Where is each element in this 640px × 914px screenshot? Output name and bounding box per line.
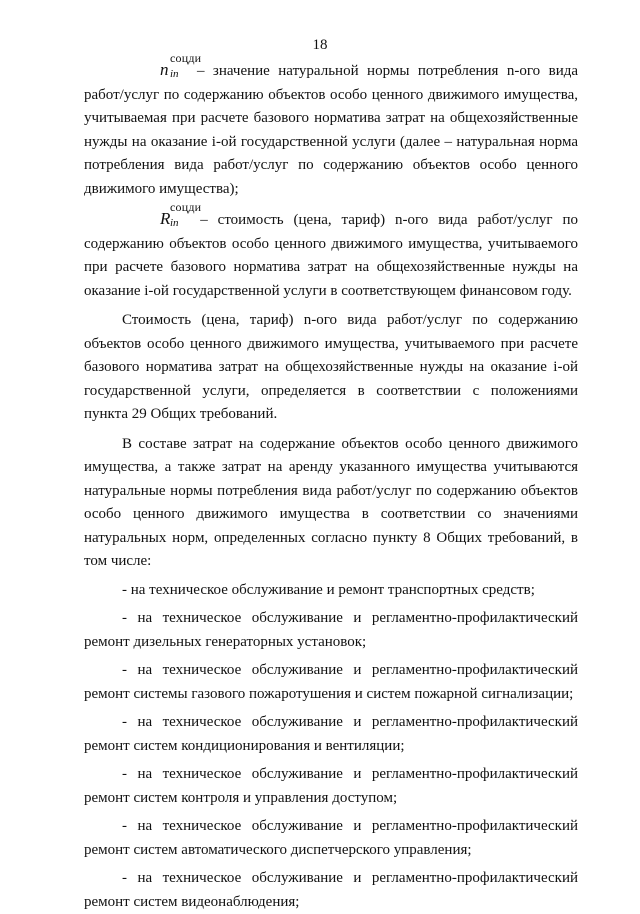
definition-paragraph bbox=[84, 51, 579, 201]
formula-symbol-r bbox=[122, 200, 202, 229]
symbol-subscript: in bbox=[170, 68, 179, 80]
definition-text: – значение натуральной нормы потребления n-ого вида работ/услуг по содержанию объектов особо ценного движимого имущества, учитываемая при расчете базового норматива затрат на общехозяйственные нужды на оказание i-ой государственной услуги (далее – натуральная норма потребления вида работ/услуг по содержанию объектов особо ценного движимого имущества); bbox=[84, 63, 579, 197]
page-number: 18 bbox=[312, 37, 328, 53]
definition-paragraph bbox=[84, 200, 578, 303]
symbol-subscript: in bbox=[170, 217, 179, 229]
list-item: - на техническое обслуживание и регламентно-профилактический ремонт систем кондиционирования и вентиляции; bbox=[84, 714, 578, 754]
list-item: - на техническое обслуживание и регламентно-профилактический ремонт систем контроля и управления доступом; bbox=[84, 766, 578, 806]
body-paragraph: В составе затрат на содержание объектов особо ценного движимого имущества, а также затрат на аренду указанного имущества учитываются натуральные нормы потребления вида работ/услуг по содержанию объектов особо ценного движимого имущества в соответствии со значениями натуральных норм, определенных согласно пункту 8 Общих требований, в том числе: bbox=[84, 435, 578, 569]
formula-symbol-n bbox=[122, 51, 202, 80]
list-item: - на техническое обслуживание и регламентно-профилактический ремонт систем видеонаблюдения; bbox=[84, 870, 578, 910]
symbol-superscript: соцди bbox=[170, 51, 202, 65]
document-body bbox=[84, 51, 579, 914]
body-paragraph: Стоимость (цена, тариф) n-ого вида работ/услуг по содержанию объектов особо ценного движимого имущества, учитываемого при расчете базового норматива затрат на общехозяйственные нужды на оказание i-ой государственной услуги, определяется в соответствии с положениями пункта 29 Общих требований. bbox=[84, 312, 578, 422]
list-item: - на техническое обслуживание и регламентно-профилактический ремонт дизельных генераторных установок; bbox=[84, 610, 578, 650]
list-item: - на техническое обслуживание и регламентно-профилактический ремонт системы газового пожаротушения и систем пожарной сигнализации; bbox=[84, 662, 578, 702]
symbol-superscript: соцди bbox=[170, 200, 202, 214]
list-item: - на техническое обслуживание и регламентно-профилактический ремонт систем автоматического диспетчерского управления; bbox=[84, 818, 578, 858]
symbol-base: R bbox=[160, 209, 171, 228]
symbol-base: n bbox=[160, 60, 169, 79]
definition-text: – стоимость (цена, тариф) n-ого вида работ/услуг по содержанию объектов особо ценного движимого имущества, учитываемого при расчете базового норматива затрат на общехозяйственные нужды на оказание i-ой государственной услуги в соответствующем финансовом году. bbox=[84, 212, 578, 299]
list-item: - на техническое обслуживание и ремонт транспортных средств; bbox=[122, 581, 535, 598]
